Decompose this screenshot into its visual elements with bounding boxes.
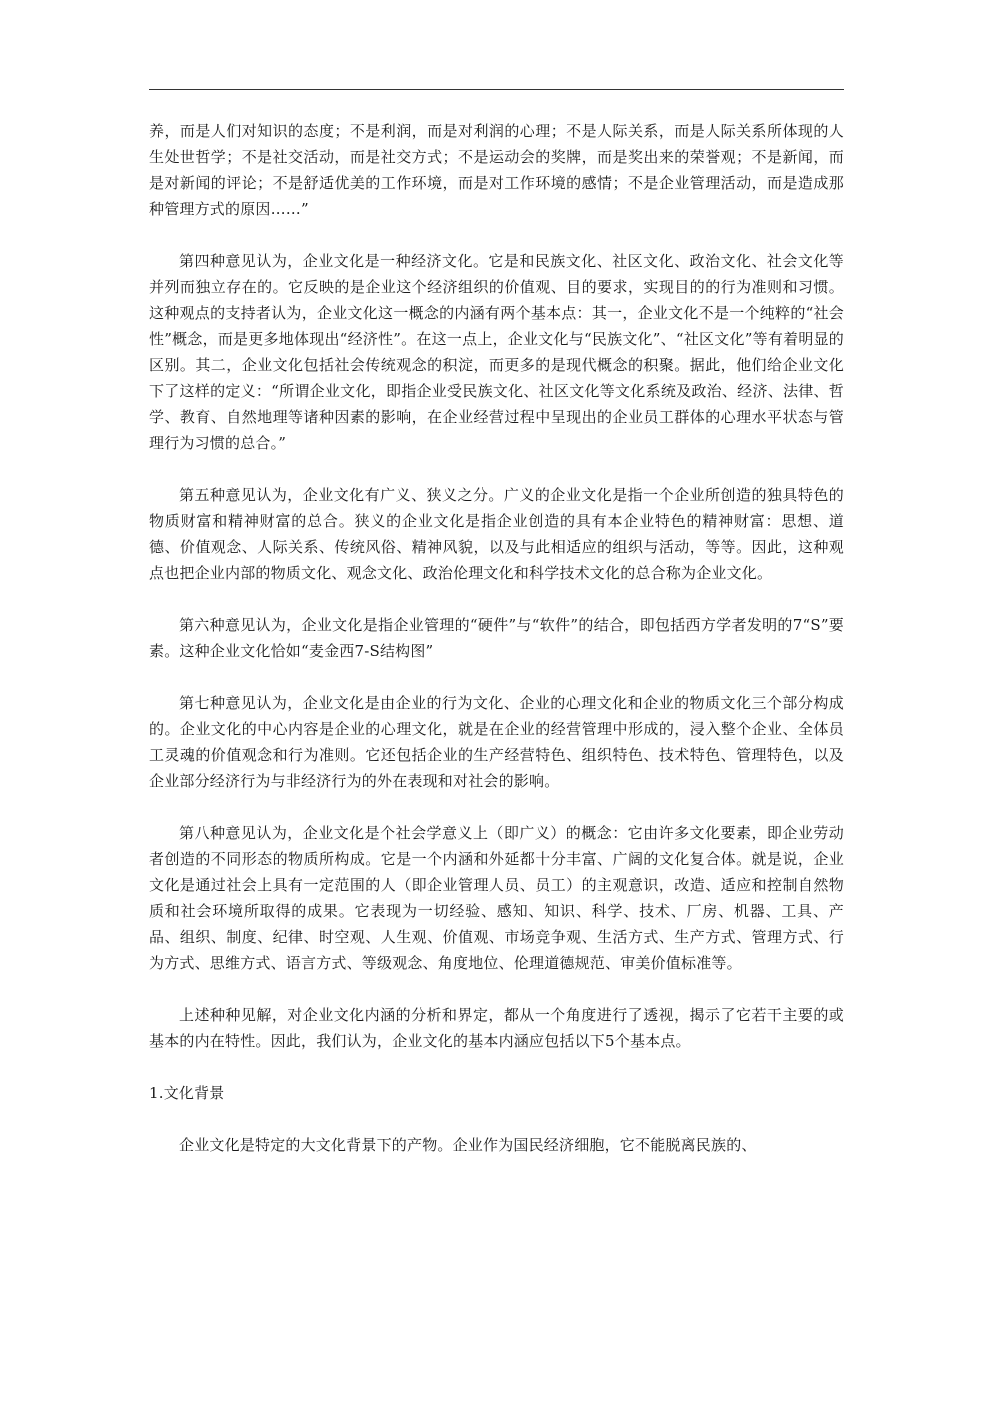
paragraph-continuation: 养，而是人们对知识的态度；不是利润，而是对利润的心理；不是人际关系，而是人际关系所体现的人生处世哲学；不是社交活动，而是社交方式；不是运动会的奖牌，而是奖出来的荣誉观；不是新闻，而是对新闻的评论；不是舒适优美的工作环境，而是对工作环境的感情；不是企业管理活动，而是造成那种管理方式的原因……” [149,122,844,218]
paragraph-seventh-view: 第七种意见认为，企业文化是由企业的行为文化、企业的心理文化和企业的物质文化三个部分构成的。企业文化的中心内容是企业的心理文化，就是在企业的经营管理中形成的，浸入整个企业、全体员工灵魂的价值观念和行为准则。它还包括企业的生产经营特色、组织特色、技术特色、管理特色，以及企业部分经济行为与非经济行为的外在表现和对社会的影响。 [149,694,844,790]
document-body [149,118,844,1158]
paragraph-sixth-view: 第六种意见认为，企业文化是指企业管理的“硬件”与“软件”的结合，即包括西方学者发明的7“S”要素。这种企业文化恰如“麦金西7-S结构图” [149,616,844,660]
paragraph-fourth-view: 第四种意见认为，企业文化是一种经济文化。它是和民族文化、社区文化、政治文化、社会文化等并列而独立存在的。它反映的是企业这个经济组织的价值观、目的要求，实现目的的行为准则和习惯。这种观点的支持者认为，企业文化这一概念的内涵有两个基本点：其一，企业文化不是一个纯粹的“社会性”概念，而是更多地体现出“经济性”。在这一点上，企业文化与“民族文化”、“社区文化”等有着明显的区别。其二，企业文化包括社会传统观念的积淀，而更多的是现代概念的积聚。据此，他们给企业文化下了这样的定义：“所谓企业文化，即指企业受民族文化、社区文化等文化系统及政治、经济、法律、哲学、教育、自然地理等诸种因素的影响，在企业经营过程中呈现出的企业员工群体的心理水平状态与管理行为习惯的总合。” [149,252,844,452]
paragraph-summary: 上述种种见解，对企业文化内涵的分析和界定，都从一个角度进行了透视，揭示了它若干主要的或基本的内在特性。因此，我们认为，企业文化的基本内涵应包括以下5个基本点。 [149,1006,844,1050]
section-heading: 1.文化背景 [149,1084,225,1102]
header-rule [149,89,844,90]
paragraph-cultural-background: 企业文化是特定的大文化背景下的产物。企业作为国民经济细胞，它不能脱离民族的、 [179,1136,757,1154]
paragraph-fifth-view: 第五种意见认为，企业文化有广义、狭义之分。广义的企业文化是指一个企业所创造的独具特色的物质财富和精神财富的总合。狭义的企业文化是指企业创造的具有本企业特色的精神财富：思想、道德、价值观念、人际关系、传统风俗、精神风貌，以及与此相适应的组织与活动，等等。因此，这种观点也把企业内部的物质文化、观念文化、政治伦理文化和科学技术文化的总合称为企业文化。 [149,486,844,582]
paragraph-eighth-view: 第八种意见认为，企业文化是个社会学意义上（即广义）的概念：它由许多文化要素，即企业劳动者创造的不同形态的物质所构成。它是一个内涵和外延都十分丰富、广阔的文化复合体。就是说，企业文化是通过社会上具有一定范围的人（即企业管理人员、员工）的主观意识，改造、适应和控制自然物质和社会环境所取得的成果。它表现为一切经验、感知、知识、科学、技术、厂房、机器、工具、产品、组织、制度、纪律、时空观、人生观、价值观、市场竞争观、生活方式、生产方式、管理方式、行为方式、思维方式、语言方式、等级观念、角度地位、伦理道德规范、审美价值标准等。 [149,824,844,972]
